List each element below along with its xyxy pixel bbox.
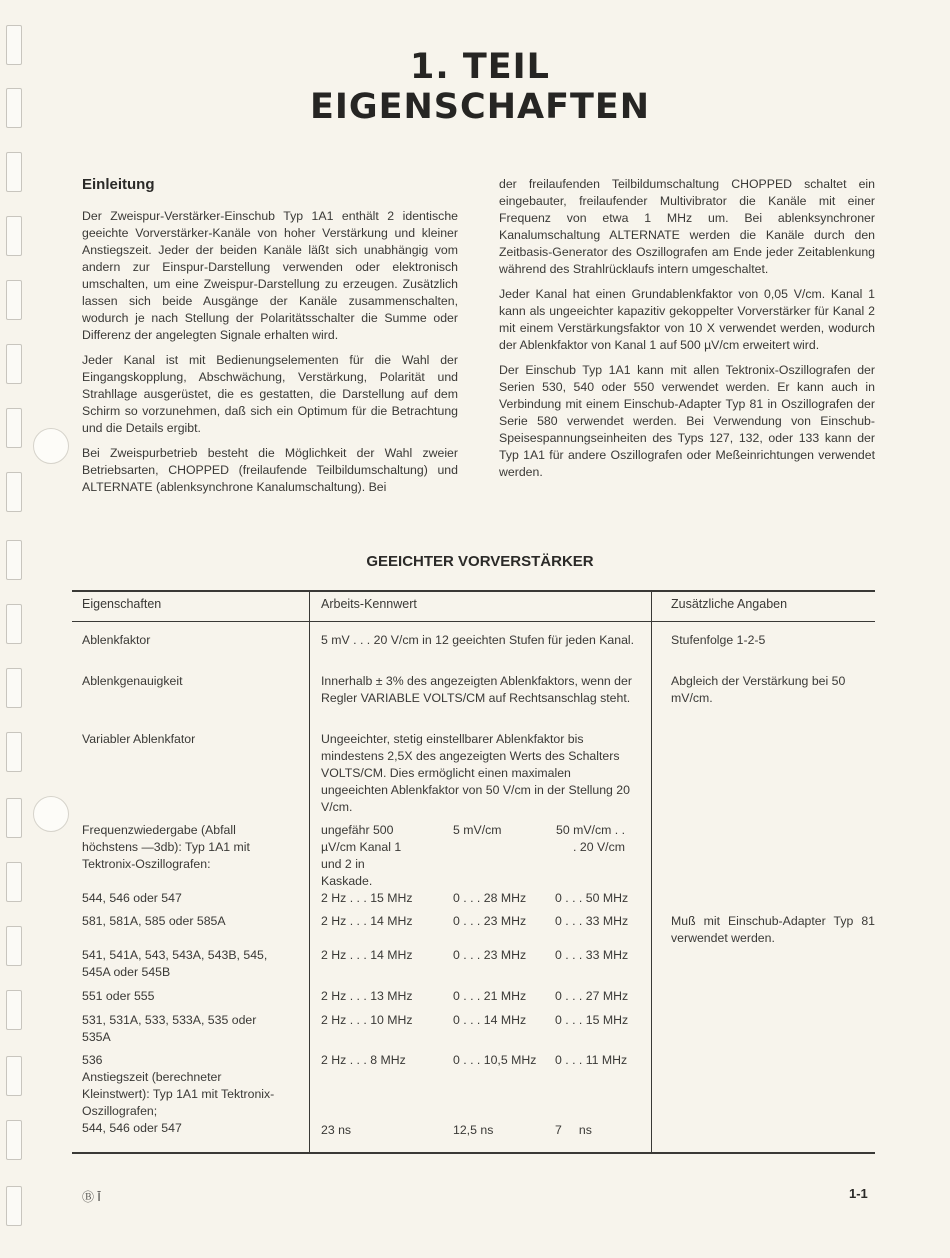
table-cell-value: 2 Hz . . . 15 MHz (321, 891, 413, 905)
binder-tab (6, 25, 22, 65)
table-cell-property: 531, 531A, 533, 533A, 535 oder 535A (82, 1013, 257, 1044)
table-header-value: Arbeits-Kennwert (321, 597, 417, 611)
intro-paragraph: Jeder Kanal ist mit Bedienungselementen für die Wahl der Eingangskopplung, Abschwächung, Verstärkung, Polarität und Strahllage ausgerüstet, die es gestatten, die Darstellung auf dem Schirm so vorzunehmen, daß sich ein Optimum für die Betrachtung und die Details ergibt. (82, 353, 458, 435)
table-cell-property: Anstiegszeit (berechneter Kleinstwert): Typ 1A1 mit Tektronix-Oszillografen; (82, 1070, 275, 1118)
table-cell-property: 544, 546 oder 547 (82, 891, 182, 905)
table-cell-value: 0 . . . 14 MHz (453, 1013, 527, 1027)
intro-paragraph: Bei Zweispurbetrieb besteht die Möglichkeit der Wahl zweier Betriebsarten, CHOPPED (freilaufende Teilbildumschaltung) und ALTERNATE (ablenksynchrone Kanalumschaltung). Bei (82, 446, 458, 494)
intro-paragraph: Der Einschub Typ 1A1 kann mit allen Tektronix-Oszillografen der Serien 530, 540 oder 550 verwendet werden. Er kann auch in Verbindung mit einem Einschub-Adapter Typ 81 in Oszillografen der Serie 580 verwendet werden. Bei Verwendung von Einschub-Speisespannungseinheiten des Typs 127, 132, oder 133 kann der Typ 1A1 für andere Oszillografen oder Meßeinrichtungen verwendet werden. (499, 363, 875, 479)
table-cell-notes: Muß mit Einschub-Adapter Typ 81 verwendet werden. (671, 914, 875, 945)
table-cell-property: 581, 581A, 585 oder 585A (82, 914, 226, 928)
table-cell-value: 7 ns (555, 1123, 592, 1137)
binder-tab (6, 798, 22, 838)
freq-header-cascade: ungefähr 500 µV/cm Kanal 1 und 2 in Kaskade. (321, 823, 402, 888)
table-cell-property: 544, 546 oder 547 (82, 1121, 182, 1135)
table-cell-value: 2 Hz . . . 14 MHz (321, 948, 413, 962)
page-title-line2: EIGENSCHAFTEN (309, 87, 651, 127)
table-cell-value: 12,5 ns (453, 1123, 494, 1137)
binder-tab (6, 216, 22, 256)
table-header-rule (72, 621, 875, 622)
table-top-rule (72, 590, 875, 592)
table-column-divider (309, 590, 310, 1153)
binder-tab (6, 926, 22, 966)
binder-tab (6, 732, 22, 772)
table-cell-value: 0 . . . 28 MHz (453, 891, 527, 905)
binder-tab (6, 1186, 22, 1226)
punch-hole (33, 796, 69, 832)
table-cell-value: 2 Hz . . . 13 MHz (321, 989, 413, 1003)
binder-tab (6, 152, 22, 192)
table-cell-value: 0 . . . 33 MHz (555, 948, 629, 962)
intro-paragraph: Der Zweispur-Verstärker-Einschub Typ 1A1 enthält 2 identische geeichte Vorverstärker-Kanäle von hoher Verstärkung und kleiner Anstiegszeit. Jeder der beiden Kanäle läßt sich unabhängig vom andern zur Einspur-Darstellung verwenden oder elektronisch umschalten, um eine Zweispur-Darstellung zu erzeugen. Zusätzlich lassen sich beide Ausgänge der Kanäle zusammenschalten, wodurch je nach Stellung der Polaritätsschalter die Summe oder Differenz der angelegten Signale erhalten wird. (82, 209, 458, 342)
table-cell-value: 0 . . . 50 MHz (555, 891, 629, 905)
binder-tab (6, 88, 22, 128)
table-header-notes: Zusätzliche Angaben (671, 597, 788, 611)
intro-left-column (82, 176, 458, 504)
table-bottom-rule (72, 1152, 875, 1154)
intro-right-column (499, 176, 875, 489)
table-cell-value: 0 . . . 23 MHz (453, 914, 527, 928)
table-cell-value: 0 . . . 15 MHz (555, 1013, 629, 1027)
table-header-property: Eigenschaften (82, 597, 162, 611)
table-cell-value: 0 . . . 10,5 MHz (453, 1053, 537, 1067)
table-cell-value: 23 ns (321, 1123, 352, 1137)
table-cell-value: 0 . . . 27 MHz (555, 989, 629, 1003)
binder-tab (6, 1056, 22, 1096)
binder-tab (6, 280, 22, 320)
table-cell-property: 551 oder 555 (82, 989, 155, 1003)
binder-tab (6, 668, 22, 708)
page-number: 1-1 (849, 1186, 868, 1201)
intro-heading: Einleitung (82, 176, 155, 193)
binder-tab (6, 604, 22, 644)
table-cell-value: 0 . . . 33 MHz (555, 914, 629, 928)
table-cell-property: Ablenkgenauigkeit (82, 674, 183, 688)
table-cell-property: Ablenkfaktor (82, 633, 151, 647)
table-cell-value: 0 . . . 21 MHz (453, 989, 527, 1003)
table-cell-property: Variabler Ablenkfator (82, 732, 196, 746)
binder-tab (6, 862, 22, 902)
table-cell-value: Ungeeichter, stetig einstellbarer Ablenkfaktor bis mindestens 2,5X des angezeigten Werts des Schalters VOLTS/CM. Dies ermöglicht einen maximalen ungeeichten Ablenkfaktor von 50 V/cm in der Stellung 20 V/cm. (321, 732, 630, 814)
table-cell-notes: Abgleich der Verstärkung bei 50 mV/cm. (671, 674, 846, 705)
table-cell-property: 536 (82, 1053, 103, 1067)
table-cell-value: 2 Hz . . . 10 MHz (321, 1013, 413, 1027)
table-cell-notes: Stufenfolge 1-2-5 (671, 633, 766, 647)
intro-paragraph: der freilaufenden Teilbildumschaltung CHOPPED schaltet ein eingebauter, freilaufender Multivibrator die Kanäle mit einer Frequenz von etwa 1 MHz um. Bei ablenksynchroner Kanalumschaltung ALTERNATE werden die Kanäle durch den Zeitbasis-Generator des Oszillografen am Ende jeder Zeitablenkung während des Strahlrücklaufs intern umgeschaltet. (499, 177, 875, 276)
table-cell-property: Frequenzwiedergabe (Abfall höchstens —3db): Typ 1A1 mit Tektronix-Oszillografen: (82, 823, 250, 871)
page-title-line1: 1. TEIL (410, 47, 550, 87)
table-cell-value: 0 . . . 23 MHz (453, 948, 527, 962)
binder-tab (6, 344, 22, 384)
table-title: GEEICHTER VORVERSTÄRKER (366, 553, 594, 570)
intro-paragraph: Jeder Kanal hat einen Grundablenkfaktor von 0,05 V/cm. Kanal 1 kann als ungeeichter kapazitiv gekoppelter Vorverstärker für Kanal 2 mit einem Verstärkungsfaktor von 10 X verwendet werden, wodurch der Ablenkfaktor von Kanal 1 auf 500 µV/cm erweitert wird. (499, 287, 875, 352)
footer-mark: Ⓑ Ī (82, 1190, 101, 1204)
binder-tab (6, 540, 22, 580)
table-cell-value: 2 Hz . . . 8 MHz (321, 1053, 406, 1067)
punch-hole (33, 428, 69, 464)
table-cell-value: 0 . . . 11 MHz (555, 1053, 628, 1067)
binder-tab (6, 408, 22, 448)
table-cell-property: 541, 541A, 543, 543A, 543B, 545, 545A oder 545B (82, 948, 268, 979)
table-cell-value: 5 mV . . . 20 V/cm in 12 geeichten Stufen für jeden Kanal. (321, 633, 635, 647)
freq-header-50mv: 50 mV/cm . . . 20 V/cm (555, 823, 625, 854)
binder-tab (6, 1120, 22, 1160)
table-cell-value: Innerhalb ± 3% des angezeigten Ablenkfaktors, wenn der Regler VARIABLE VOLTS/CM auf Rechtsanschlag steht. (321, 674, 632, 705)
freq-header-5mv: 5 mV/cm (453, 823, 502, 837)
table-cell-value: 2 Hz . . . 14 MHz (321, 914, 413, 928)
table-column-divider (651, 590, 652, 1153)
binder-tab (6, 990, 22, 1030)
binder-tab (6, 472, 22, 512)
